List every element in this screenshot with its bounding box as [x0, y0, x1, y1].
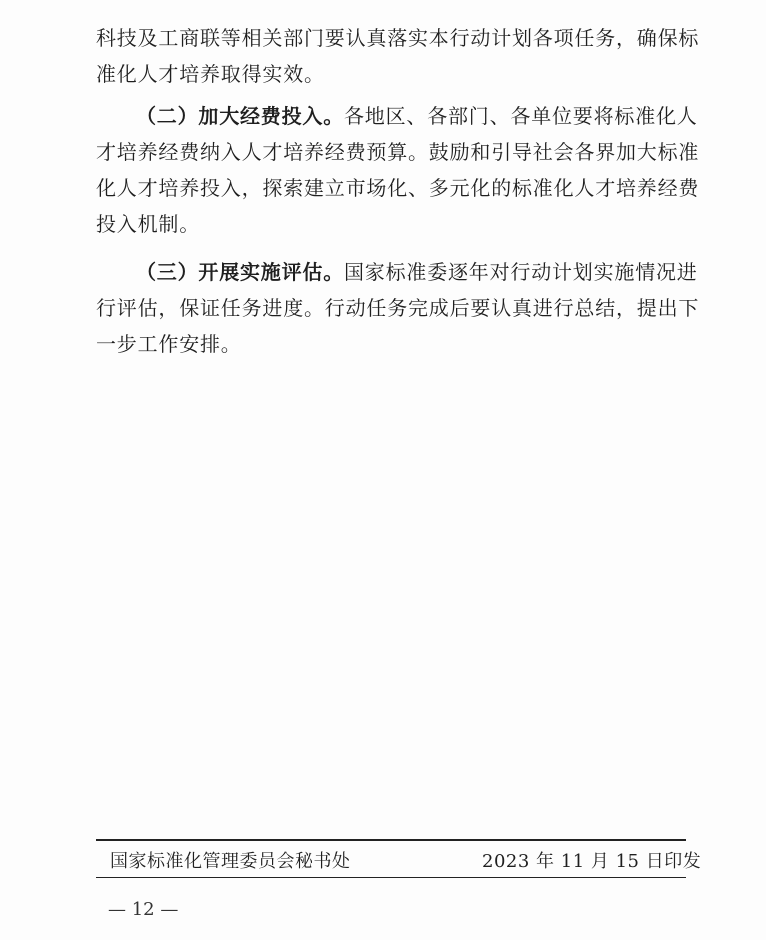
paragraph-line: 行评估，保证任务进度。行动任务完成后要认真进行总结，提出下 [96, 296, 700, 320]
footer-bottom-rule [96, 877, 686, 878]
footer-issue-date: 2023 年 11 月 15 日印发 [482, 851, 702, 872]
paragraph-continuation [96, 20, 700, 92]
paragraph-line: 化人才培养投入，探索建立市场化、多元化的标准化人才培养经费 [96, 176, 700, 200]
footer-issuer: 国家标准化管理委员会秘书处 [110, 851, 351, 872]
paragraph-line-text: 各地区、各部门、各单位要将标准化人 [344, 104, 698, 128]
paragraph-line: 一步工作安排。 [96, 332, 242, 356]
paragraph-first-line [96, 254, 698, 290]
paragraph-line: 投入机制。 [96, 212, 200, 236]
paragraph-line: 才培养经费纳入人才培养经费预算。鼓励和引导社会各界加大标准 [96, 140, 700, 164]
section-heading-evaluation: （三）开展实施评估。 [136, 260, 344, 284]
section-heading-funding: （二）加大经费投入。 [136, 104, 344, 128]
paragraph-line-text: 国家标准委逐年对行动计划实施情况进 [344, 260, 698, 284]
paragraph-line: 科技及工商联等相关部门要认真落实本行动计划各项任务，确保标 [96, 26, 700, 50]
paragraph-funding [96, 98, 700, 242]
paragraph-line: 准化人才培养取得实效。 [96, 62, 325, 86]
footer-top-rule [96, 839, 686, 841]
paragraph-first-line [96, 98, 698, 134]
paragraph-evaluation [96, 254, 700, 362]
page-number: — 12 — [108, 899, 179, 920]
